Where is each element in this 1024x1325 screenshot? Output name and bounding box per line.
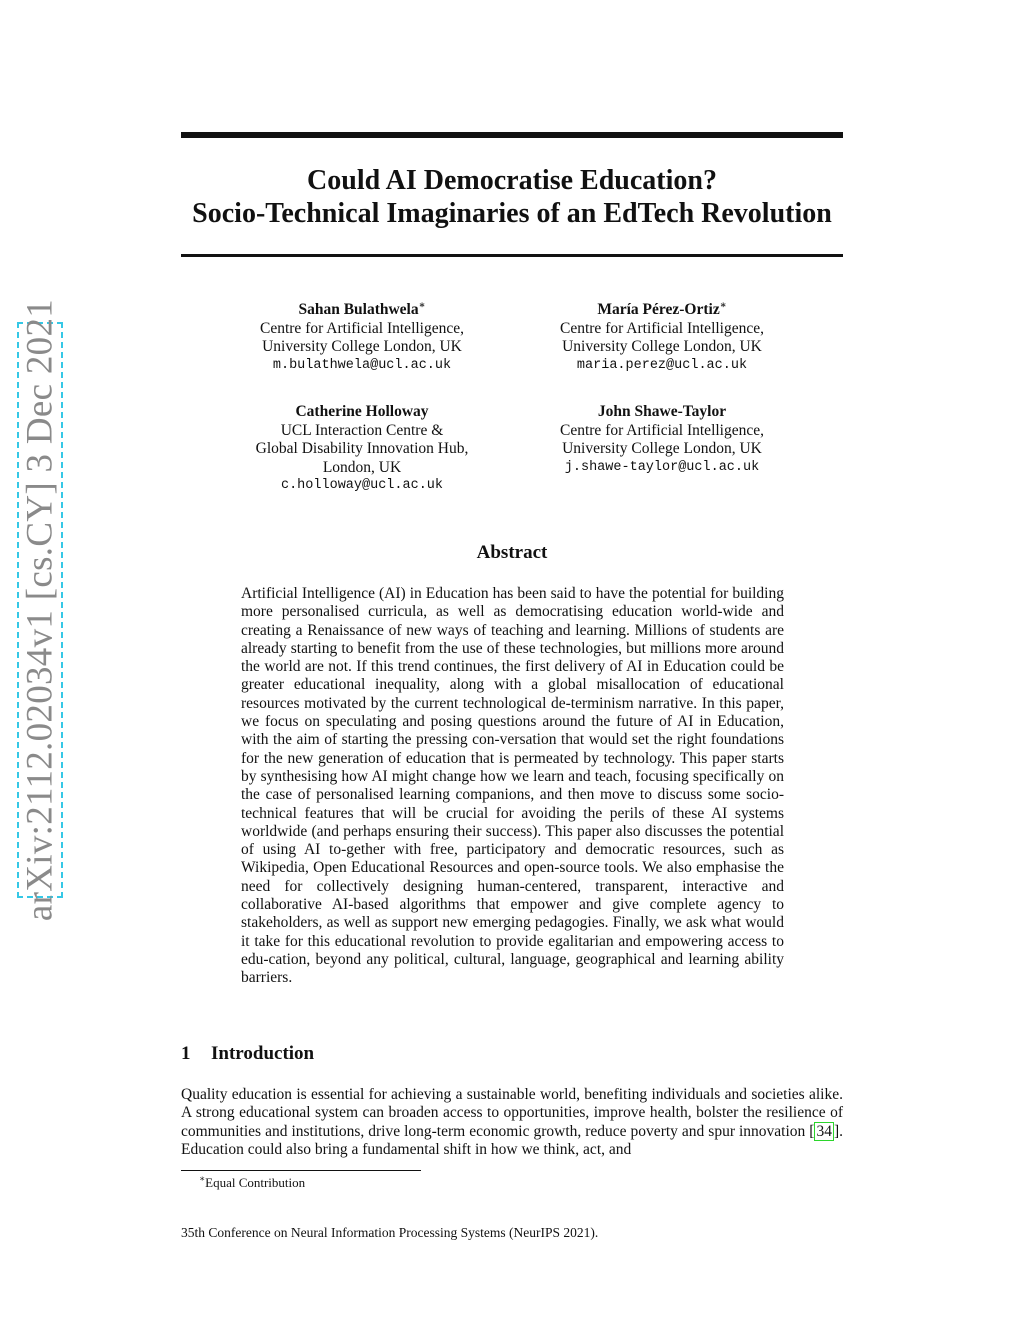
footnote — [199, 1175, 305, 1191]
section-number: 1 — [181, 1043, 191, 1064]
title-line-2: Socio-Technical Imaginaries of an EdTech Revolution — [192, 198, 832, 229]
author-email[interactable]: m.bulathwela@ucl.ac.uk — [272, 357, 452, 373]
title-line-1: Could AI Democratise Education? — [307, 165, 717, 196]
title-rule-top — [181, 132, 843, 138]
footnote-rule — [181, 1170, 421, 1171]
author-block-3 — [212, 403, 512, 496]
section-heading-introduction — [181, 1043, 314, 1065]
section-title: Introduction — [211, 1043, 315, 1064]
author-affiliation: Centre for Artificial Intelligence, — [560, 421, 764, 439]
author-affiliation: UCL Interaction Centre & — [280, 421, 444, 439]
author-name: Sahan Bulathwela∗ — [298, 299, 426, 318]
author-email[interactable]: j.shawe-taylor@ucl.ac.uk — [564, 459, 760, 475]
author-block-1 — [212, 301, 512, 375]
author-block-2 — [512, 301, 812, 375]
author-name: John Shawe-Taylor — [597, 403, 727, 420]
equal-contribution-mark: ∗ — [418, 299, 426, 311]
author-name: Catherine Holloway — [295, 403, 429, 420]
citation-link[interactable]: 34 — [816, 1122, 832, 1140]
author-name: María Pérez-Ortiz∗ — [597, 299, 727, 318]
author-affiliation: Centre for Artificial Intelligence, — [260, 319, 464, 337]
author-email[interactable]: maria.perez@ucl.ac.uk — [576, 357, 748, 373]
footnote-mark: ∗ — [199, 1173, 206, 1184]
author-block-4 — [512, 403, 812, 477]
author-affiliation: University College London, UK — [562, 338, 762, 355]
author-affiliation: University College London, UK — [562, 440, 762, 457]
arxiv-identifier[interactable]: arXiv:2112.02034v1 [cs.CY] 3 Dec 2021 — [19, 298, 61, 922]
author-affiliation: Global Disability Innovation Hub, — [255, 440, 469, 457]
author-affiliation: Centre for Artificial Intelligence, — [560, 319, 764, 337]
title-rule-bottom — [181, 254, 843, 257]
author-affiliation: London, UK — [322, 458, 402, 476]
footnote-text: Equal Contribution — [205, 1175, 306, 1190]
abstract-heading: Abstract — [476, 542, 548, 563]
paper-title — [181, 164, 843, 230]
abstract-text: Artificial Intelligence (AI) in Education has been said to have the potential for building more personalised curricula, as well as democratising education world-wide and creating a Renaissance of new ways of teaching and learning. Millions of students are already starting to benefit from the use of these technologies, but millions more around the world are not. If this trend continues, the first delivery of AI in Education could be greater educational inequality, along with a global misallocation of educational resources motivated by the current technological de-terminism narrative. In this paper, we focus on speculating and posing questions around the future of AI in Education, with the aim of starting the pressing con-versation that would set the right foundations for the new generation of education that is permeated by technology. This paper starts by synthesising how AI might change how we learn and teach, focusing specifically on the case of personalised learning companions, and then move to discuss some socio-technical features that will be crucial for avoiding the perils of these AI systems worldwide (and perhaps ensuring their success). This paper also discusses the potential of using AI to-gether with free, participatory and democratic resources, such as Wikipedia, Open Educational Resources and open-source tools. We also emphasise the need for collectively designing human-centered, transparent, interactive and collaborative AI-based algorithms that empower and give complete agency to stakeholders, as well as support new emerging pedagogies. Finally, we ask what would it take for this educational revolution to provide egalitarian and empowering access to edu-cation, beyond any political, cultural, language, geographical and learning ability barriers. — [241, 585, 784, 987]
author-affiliation: University College London, UK — [262, 338, 462, 355]
introduction-text: Quality education is essential for achieving a sustainable world, benefiting individuals and societies alike. A strong educational system can broaden access to opportunities, improve health, bolster the resilience of communities and institutions, drive long-term economic growth, reduce poverty and spur innovation [ 34 ]. Education could also bring a fundamental shift in how we think, act, and — [181, 1086, 843, 1158]
equal-contribution-mark: ∗ — [719, 299, 727, 311]
conference-note: 35th Conference on Neural Information Processing Systems (NeurIPS 2021). — [181, 1225, 599, 1240]
author-email[interactable]: c.holloway@ucl.ac.uk — [280, 478, 444, 493]
